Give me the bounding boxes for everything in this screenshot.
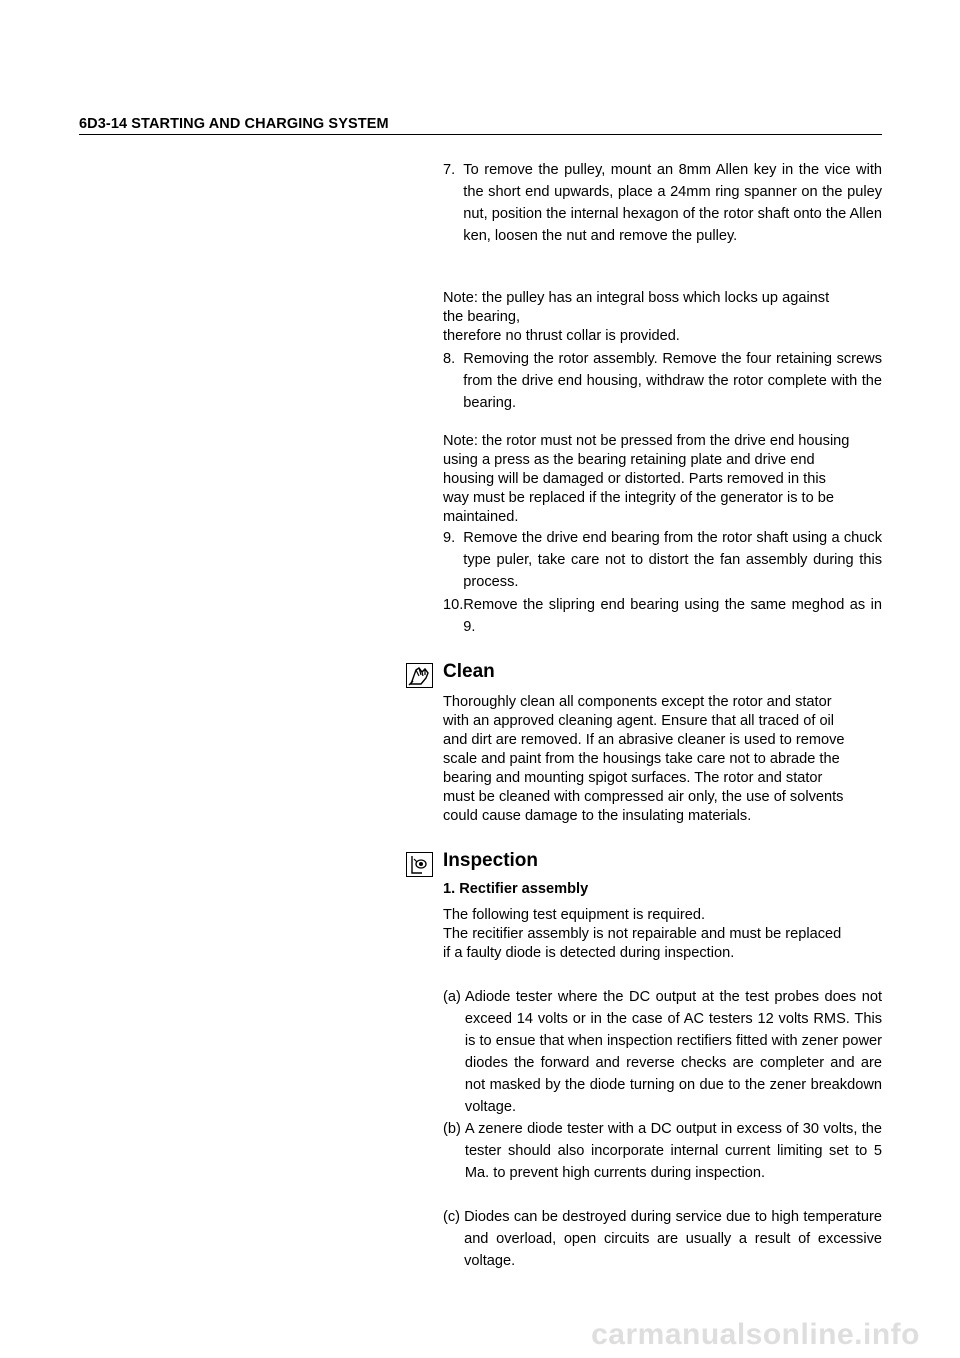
step-number: 8.	[443, 351, 464, 367]
step-text: Remove the drive end bearing from the rotor shaft using a chuck type puler, take care not to distort the fan assembly during this process.	[463, 530, 882, 590]
note-line: Note: the pulley has an integral boss which locks up against	[443, 290, 830, 306]
item-label: (a)	[443, 989, 465, 1005]
clean-line: Thoroughly clean all components except the rotor and stator	[443, 694, 832, 710]
note-line: maintained.	[443, 509, 519, 525]
clean-section	[443, 661, 882, 683]
step-number: 9.	[443, 530, 464, 546]
inspection-item-a	[443, 986, 882, 1118]
step-10	[443, 594, 882, 638]
step-8	[443, 348, 882, 414]
intro-line: if a faulty diode is detected during inspection.	[443, 945, 735, 961]
step-number: 7.	[443, 162, 464, 178]
hand-wipe-icon	[406, 663, 433, 688]
watermark: carmanualsonline.info	[591, 1318, 920, 1351]
note-line: housing will be damaged or distorted. Parts removed in this	[443, 471, 826, 487]
inspection-subheading	[443, 881, 882, 897]
eye-inspect-icon	[406, 852, 433, 877]
item-label: (c)	[443, 1209, 465, 1225]
step-text: Remove the slipring end bearing using the same meghod as in 9.	[463, 597, 882, 635]
note-rotor	[443, 432, 882, 527]
clean-line: bearing and mounting spigot surfaces. The rotor and stator	[443, 770, 823, 786]
intro-line: The recitifier assembly is not repairable and must be replaced	[443, 926, 842, 942]
note-line: Note: the rotor must not be pressed from the drive end housing	[443, 433, 850, 449]
inspection-item-c	[443, 1206, 882, 1272]
intro-line: The following test equipment is required.	[443, 907, 706, 923]
step-number: 10.	[443, 597, 464, 613]
section-title-clean: Clean	[443, 661, 495, 682]
item-text: Adiode tester where the DC output at the test probes does not exceed 14 volts or in the case of AC testers 12 volts RMS. This is to ensue that when inspection rectifiers fitted with zener power diodes the forward and reverse checks are completer and are not masked by the diode turning on due to the zener breakdown voltage.	[464, 989, 882, 1115]
clean-line: and dirt are removed. If an abrasive cleaner is used to remove	[443, 732, 845, 748]
clean-body	[443, 693, 882, 826]
clean-line: scale and paint from the housings take care not to abrade the	[443, 751, 840, 767]
step-text: Removing the rotor assembly. Remove the four retaining screws from the drive end housing, withdraw the rotor complete with the bearing.	[463, 351, 882, 411]
note-line: therefore no thrust collar is provided.	[443, 328, 680, 344]
inspection-section	[443, 850, 882, 872]
clean-line: must be cleaned with compressed air only, the use of solvents	[443, 789, 844, 805]
subheading-rectifier: 1. Rectifier assembly	[443, 881, 589, 897]
inspection-item-b	[443, 1118, 882, 1184]
item-text: Diodes can be destroyed during service due to high temperature and overload, open circuits are usually a result of excessive voltage.	[464, 1209, 882, 1269]
clean-line: could cause damage to the insulating materials.	[443, 808, 752, 824]
note-line: using a press as the bearing retaining plate and drive end	[443, 452, 815, 468]
item-label: (b)	[443, 1121, 465, 1137]
inspection-intro	[443, 906, 882, 963]
section-title-inspection: Inspection	[443, 850, 539, 871]
step-7	[443, 159, 882, 247]
page-header: 6D3-14 STARTING AND CHARGING SYSTEM	[79, 116, 882, 135]
clean-line: with an approved cleaning agent. Ensure that all traced of oil	[443, 713, 835, 729]
step-text: To remove the pulley, mount an 8mm Allen key in the vice with the short end upwards, place a 24mm ring spanner on the puley nut, position the internal hexagon of the rotor shaft onto the Allen ken, loosen the nut and remove the pulley.	[463, 162, 882, 244]
step-9	[443, 527, 882, 593]
note-pulley	[443, 289, 882, 346]
item-text: A zenere diode tester with a DC output in excess of 30 volts, the tester should also incorporate internal current limiting set to 5 Ma. to prevent high currents during inspection.	[464, 1121, 882, 1181]
note-line: the bearing,	[443, 309, 521, 325]
note-line: way must be replaced if the integrity of the generator is to be	[443, 490, 835, 506]
